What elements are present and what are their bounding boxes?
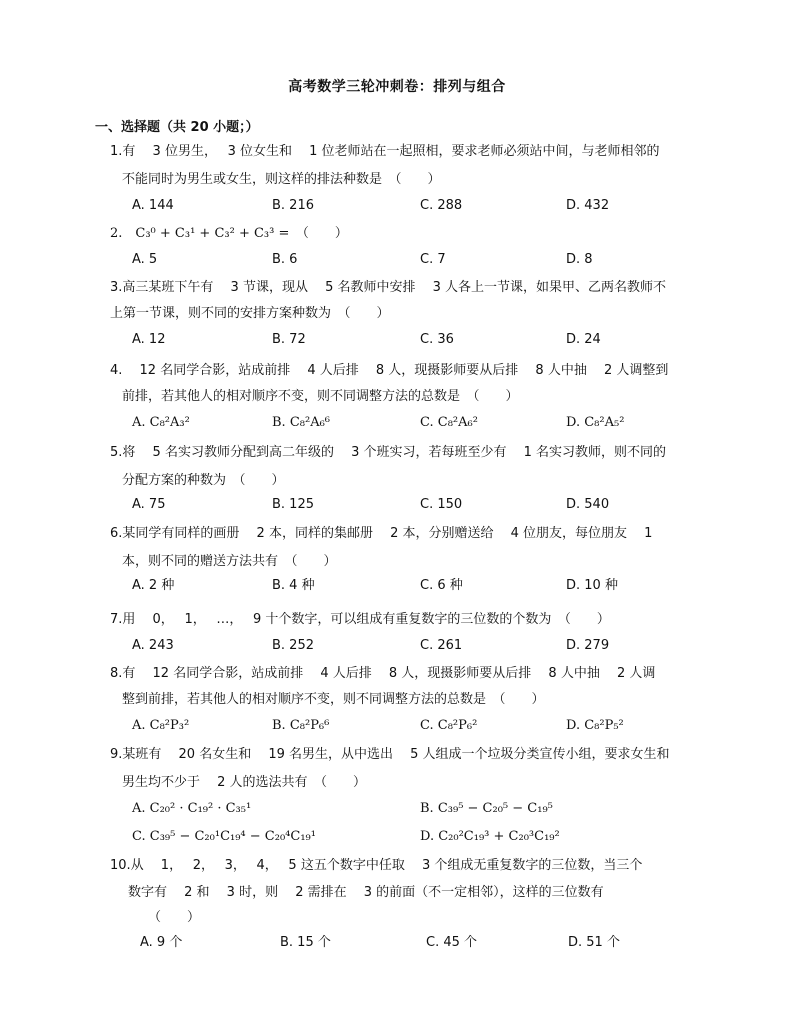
question-line: 6.某同学有同样的画册 2 本，同样的集邮册 2 本，分别赠送给 4 位朋友，每位朋友 1 xyxy=(110,526,653,541)
option-c[interactable]: C. 288 xyxy=(420,198,463,213)
option-a[interactable]: A. 5 xyxy=(132,252,158,267)
option-b[interactable]: B. 6 xyxy=(272,252,298,267)
question-line: 7.用 0， 1， …， 9 十个数字，可以组成有重复数字的三位数的个数为 （ ） xyxy=(110,612,610,627)
section-heading: 一、选择题（共 20 小题；） xyxy=(95,120,259,135)
question-line: 整到前排，若其他人的相对顺序不变，则不同调整方法的总数是 （ ） xyxy=(122,692,545,707)
option-a[interactable]: A. 75 xyxy=(132,497,166,512)
option-a[interactable]: A. 2 种 xyxy=(132,578,175,593)
option-b[interactable]: B. C₈²P₆⁶ xyxy=(272,718,330,733)
question-line: 10.从 1， 2， 3， 4， 5 这五个数字中任取 3 个组成无重复数字的三位数，当三个 xyxy=(110,858,643,873)
question-line: 4. 12 名同学合影，站成前排 4 人后排 8 人，现摄影师要从后排 8 人中抽 2 人调整到 xyxy=(110,363,669,378)
option-c[interactable]: C. 36 xyxy=(420,332,454,347)
option-b[interactable]: B. C₃₉⁵ − C₂₀⁵ − C₁₉⁵ xyxy=(420,801,553,816)
option-d[interactable]: D. 8 xyxy=(566,252,593,267)
option-a[interactable]: A. 12 xyxy=(132,332,166,347)
option-d[interactable]: D. 432 xyxy=(566,198,610,213)
option-c[interactable]: C. 150 xyxy=(420,497,463,512)
question-line: 1.有 3 位男生， 3 位女生和 1 位老师站在一起照相，要求老师必须站中间，与老师相邻的 xyxy=(110,144,660,159)
option-c[interactable]: C. C₃₉⁵ − C₂₀¹C₁₉⁴ − C₂₀⁴C₁₉¹ xyxy=(132,829,316,844)
question-line: 3.高三某班下午有 3 节课，现从 5 名教师中安排 3 人各上一节课，如果甲、乙两名教师不 xyxy=(110,280,667,295)
question-line: 5.将 5 名实习教师分配到高二年级的 3 个班实习，若每班至少有 1 名实习教师，则不同的 xyxy=(110,445,667,460)
option-c[interactable]: C. C₈²P₆² xyxy=(420,718,478,733)
option-b[interactable]: B. 216 xyxy=(272,198,314,213)
option-d[interactable]: D. C₈²A₅² xyxy=(566,415,625,430)
option-b[interactable]: B. 4 种 xyxy=(272,578,315,593)
option-c[interactable]: C. 261 xyxy=(420,638,463,653)
option-d[interactable]: D. 51 个 xyxy=(568,935,620,950)
option-a[interactable]: A. C₈²A₃² xyxy=(132,415,190,430)
question-line: 男生均不少于 2 人的选法共有 （ ） xyxy=(122,775,367,790)
option-d[interactable]: D. 10 种 xyxy=(566,578,618,593)
question-line: 8.有 12 名同学合影，站成前排 4 人后排 8 人，现摄影师要从后排 8 人中抽 2 人调 xyxy=(110,666,656,681)
option-d[interactable]: D. 279 xyxy=(566,638,610,653)
option-d[interactable]: D. C₈²P₅² xyxy=(566,718,624,733)
option-b[interactable]: B. 15 个 xyxy=(280,935,331,950)
question-line: 前排，若其他人的相对顺序不变，则不同调整方法的总数是 （ ） xyxy=(122,389,519,404)
question-line: 数字有 2 和 3 时，则 2 需排在 3 的前面（不一定相邻），这样的三位数有 xyxy=(128,885,604,900)
option-a[interactable]: A. 9 个 xyxy=(140,935,183,950)
page-title: 高考数学三轮冲刺卷：排列与组合 xyxy=(288,79,506,95)
option-a[interactable]: A. 243 xyxy=(132,638,174,653)
option-d[interactable]: D. 540 xyxy=(566,497,610,512)
question-line: 上第一节课，则不同的安排方案种数为 （ ） xyxy=(110,306,390,321)
option-d[interactable]: D. 24 xyxy=(566,332,601,347)
option-c[interactable]: C. 45 个 xyxy=(426,935,478,950)
option-b[interactable]: B. 125 xyxy=(272,497,314,512)
option-d[interactable]: D. C₂₀²C₁₉³ + C₂₀³C₁₉² xyxy=(420,829,560,844)
option-a[interactable]: A. C₈²P₃² xyxy=(132,718,190,733)
option-b[interactable]: B. 72 xyxy=(272,332,306,347)
question-line: 本，则不同的赠送方法共有 （ ） xyxy=(122,554,337,569)
question-line: （ ） xyxy=(148,910,201,925)
option-a[interactable]: A. C₂₀² · C₁₉² · C₃₅¹ xyxy=(132,801,252,816)
question-line: 不能同时为男生或女生，则这样的排法种数是 （ ） xyxy=(122,172,441,187)
option-b[interactable]: B. C₈²A₆⁶ xyxy=(272,415,330,430)
option-c[interactable]: C. C₈²A₆² xyxy=(420,415,478,430)
question-line: 9.某班有 20 名女生和 19 名男生，从中选出 5 人组成一个垃圾分类宣传小组，要求女生和 xyxy=(110,747,670,762)
question-line: 2. C₃⁰ + C₃¹ + C₃² + C₃³ = （ ） xyxy=(110,226,348,241)
question-line: 分配方案的种数为 （ ） xyxy=(122,473,285,488)
option-c[interactable]: C. 6 种 xyxy=(420,578,463,593)
option-a[interactable]: A. 144 xyxy=(132,198,174,213)
option-b[interactable]: B. 252 xyxy=(272,638,314,653)
option-c[interactable]: C. 7 xyxy=(420,252,446,267)
